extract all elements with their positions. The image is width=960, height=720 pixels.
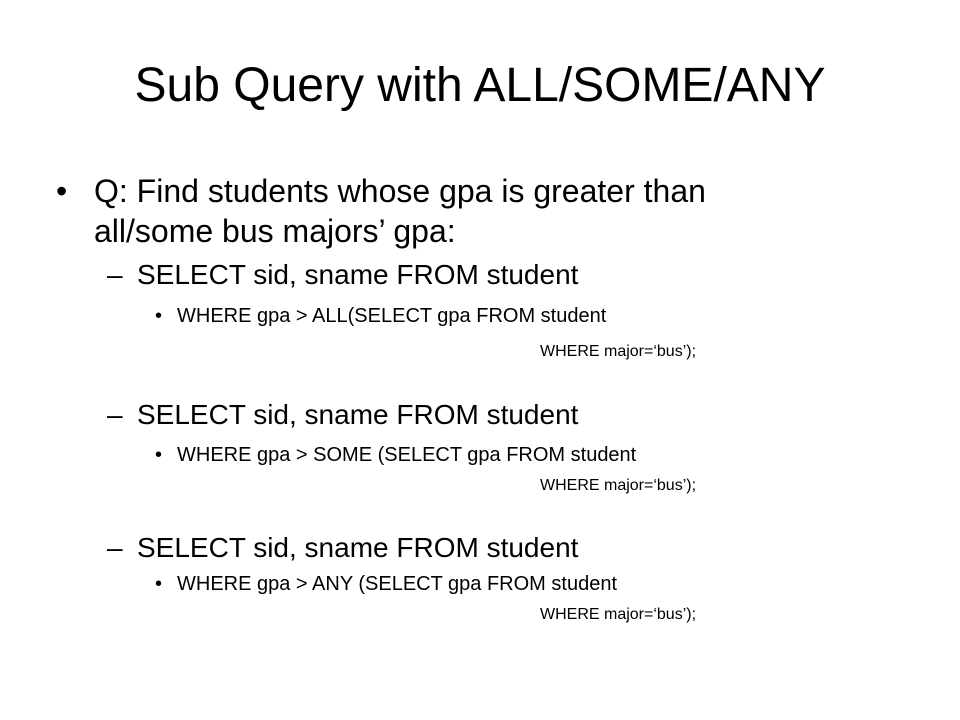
where-bullet: • xyxy=(155,305,163,327)
where-bullet: • xyxy=(155,573,163,595)
query-select-any: SELECT sid, sname FROM student xyxy=(137,532,579,563)
query-select-all: SELECT sid, sname FROM student xyxy=(137,259,579,290)
query-where-all: WHERE gpa > ALL(SELECT gpa FROM student xyxy=(177,305,607,327)
query-where-some: WHERE gpa > SOME (SELECT gpa FROM student xyxy=(177,444,637,466)
slide-title: Sub Query with ALL/SOME/ANY xyxy=(134,59,826,112)
question-bullet: • xyxy=(56,173,68,209)
query-where-any: WHERE gpa > ANY (SELECT gpa FROM student xyxy=(177,573,617,595)
query-dash: – xyxy=(107,259,123,290)
inner-where-any: WHERE major=‘bus’); xyxy=(540,606,697,623)
question-line-1: Q: Find students whose gpa is greater than xyxy=(94,173,706,209)
where-bullet: • xyxy=(155,444,163,466)
query-dash: – xyxy=(107,532,123,563)
inner-where-all: WHERE major=‘bus’); xyxy=(540,343,697,360)
query-dash: – xyxy=(107,399,123,430)
inner-where-some: WHERE major=‘bus’); xyxy=(540,477,697,494)
query-select-some: SELECT sid, sname FROM student xyxy=(137,399,579,430)
question-line-2: all/some bus majors’ gpa: xyxy=(94,213,456,249)
